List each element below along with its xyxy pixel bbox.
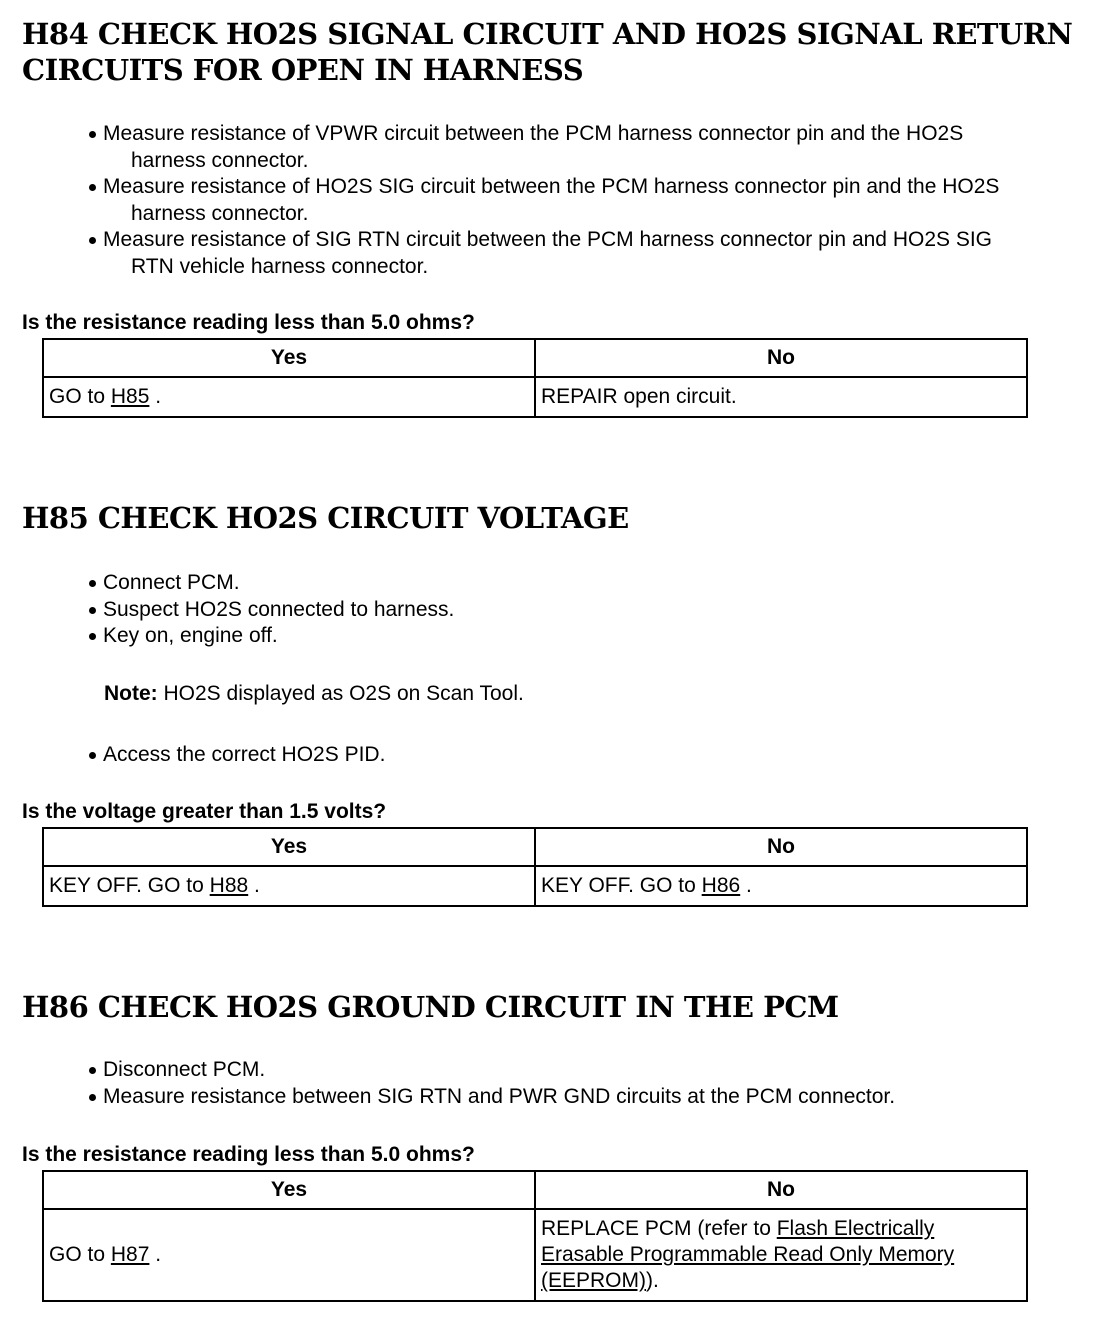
yes-header: Yes [43,339,535,377]
note-text: HO2S displayed as O2S on Scan Tool. [157,682,524,705]
h86-question: Is the resistance reading less than 5.0 ohms? [22,1143,475,1166]
list-item: Disconnect PCM. [88,1057,895,1084]
yes-cell: GO to H87 . [43,1209,535,1301]
h84-result-table [42,338,1028,418]
h85-note [104,681,524,707]
yes-header: Yes [43,1171,535,1209]
list-item: Access the correct HO2S PID. [88,742,385,769]
no-header: No [535,828,1027,866]
list-item: Connect PCM. [88,570,454,597]
list-item: Key on, engine off. [88,623,454,650]
section-title-h85: H85 CHECK HO2S CIRCUIT VOLTAGE [22,501,629,535]
link-h86[interactable]: H86 [701,874,741,897]
list-item: Suspect HO2S connected to harness. [88,597,454,624]
no-header: No [535,339,1027,377]
link-h87[interactable]: H87 [110,1243,150,1266]
yes-header: Yes [43,828,535,866]
yes-cell: GO to H85 . [43,377,535,417]
list-item: Measure resistance of SIG RTN circuit between the PCM harness connector pin and HO2S SIG RTN vehicle harness connector. [88,227,999,280]
h85-step-list-2 [88,742,385,769]
section-title-h84 [22,16,1072,88]
h84-step-list [88,121,999,280]
no-cell: REPAIR open circuit. [535,377,1027,417]
h84-question: Is the resistance reading less than 5.0 ohms? [22,311,475,334]
no-cell: REPLACE PCM (refer to Flash Electrically Erasable Programmable Read Only Memory (EEPROM)). [535,1209,1027,1301]
note-label: Note: [104,682,158,705]
list-item: Measure resistance of VPWR circuit between the PCM harness connector pin and the HO2S harness connector. [88,121,999,174]
yes-cell: KEY OFF. GO to H88 . [43,866,535,906]
no-header: No [535,1171,1027,1209]
link-eeprom[interactable]: Flash Electrically Erasable Programmable Read Only Memory (EEPROM) [541,1217,955,1292]
h86-result-table [42,1170,1028,1302]
title-line-2: CIRCUITS FOR OPEN IN HARNESS [22,53,584,87]
list-item: Measure resistance between SIG RTN and PWR GND circuits at the PCM connector. [88,1084,895,1111]
h85-step-list [88,570,454,650]
no-cell: KEY OFF. GO to H86 . [535,866,1027,906]
h85-question: Is the voltage greater than 1.5 volts? [22,800,387,823]
link-h85[interactable]: H85 [110,385,150,408]
h86-step-list [88,1057,895,1110]
link-h88[interactable]: H88 [209,874,249,897]
title-line-1: H84 CHECK HO2S SIGNAL CIRCUIT AND HO2S SIGNAL RETURN [22,17,1073,51]
section-title-h86: H86 CHECK HO2S GROUND CIRCUIT IN THE PCM [22,990,839,1024]
list-item: Measure resistance of HO2S SIG circuit between the PCM harness connector pin and the HO2S harness connector. [88,174,999,227]
h85-result-table [42,827,1028,907]
